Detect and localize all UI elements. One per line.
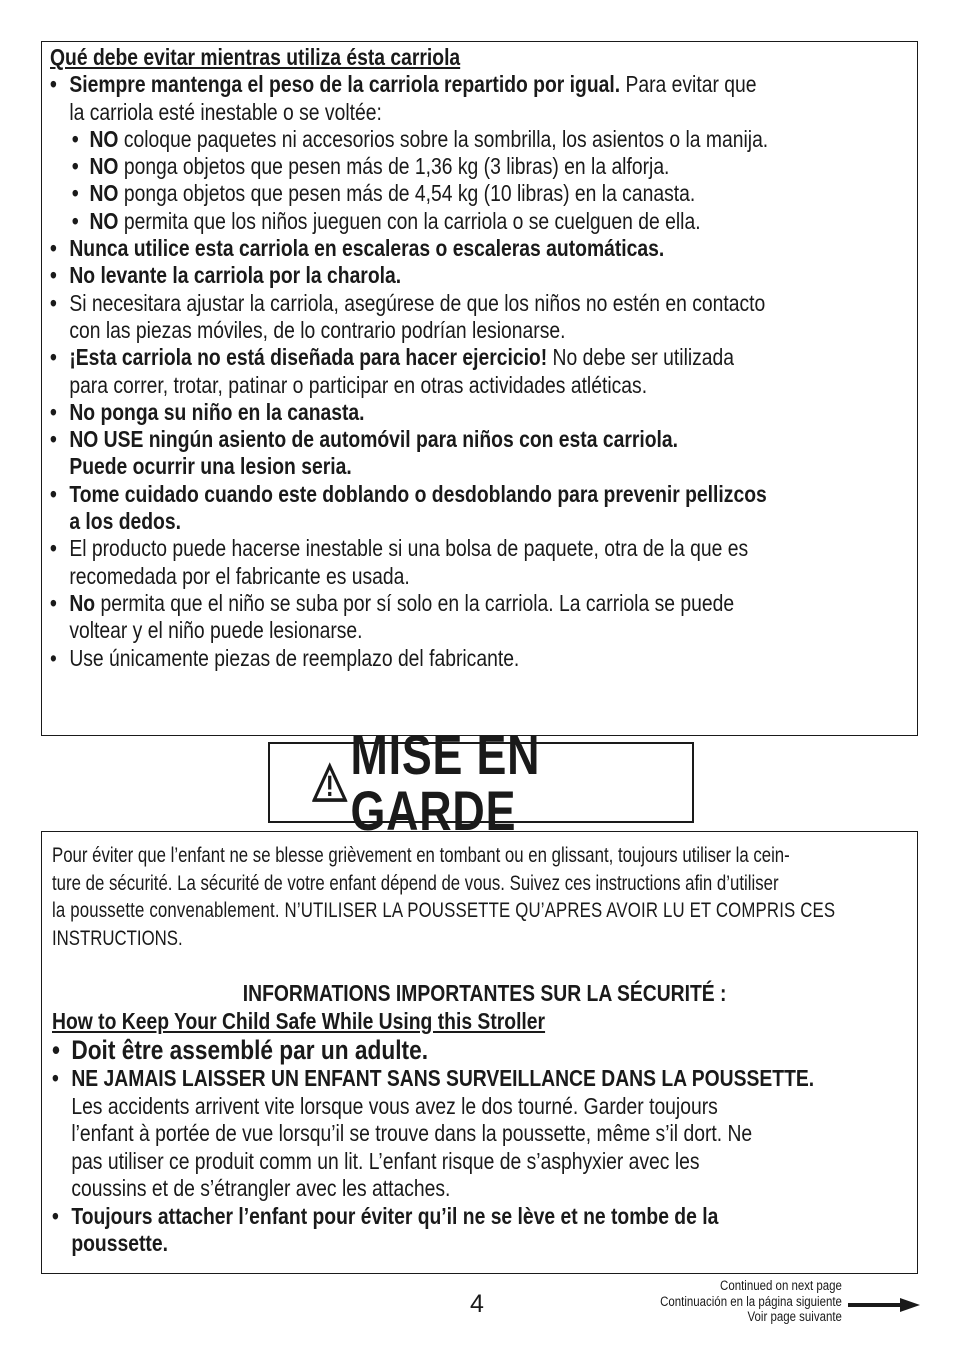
- sub-list-item: • NO coloque paquetes ni accesorios sobre la sombrilla, los asientos o la manija.: [71, 125, 769, 152]
- sub-list-item: • NO ponga objetos que pesen más de 1,36 kg (3 libras) en la alforja.: [71, 153, 670, 180]
- intro-line: Pour éviter que l’enfant ne se blesse grièvement en tombant ou en glissant, toujours utiliser la cein-: [52, 844, 790, 867]
- continued-fr: Voir page suivante: [747, 1309, 842, 1324]
- list-item-continuation: a los dedos.: [69, 508, 181, 535]
- list-item: • ¡Esta carriola no está diseñada para hacer ejercicio! No debe ser utilizada: [50, 344, 735, 371]
- page-number: 4: [470, 1290, 484, 1318]
- list-item-continuation: Puede ocurrir una lesion seria.: [69, 453, 352, 480]
- list-item: • Toujours attacher l’enfant pour éviter qu’il ne se lève et ne tombe de la: [52, 1202, 719, 1229]
- list-item: • Nunca utilice esta carriola en escaleras o escaleras automáticas.: [50, 235, 665, 262]
- list-item-continuation: Les accidents arrivent vite lorsque vous avez le dos tourné. Garder toujours: [71, 1092, 718, 1119]
- warning-triangle-icon: [312, 759, 347, 807]
- spanish-warnings-box: [41, 41, 918, 736]
- french-safety-content: [52, 980, 909, 1258]
- continued-es: Continuación en la página siguiente: [660, 1293, 842, 1309]
- list-item: • Doit être assemblé par un adulte.: [52, 1035, 429, 1065]
- safety-heading: INFORMATIONS IMPORTANTES SUR LA SÉCURITÉ :: [242, 980, 727, 1006]
- list-item-continuation: la carriola esté inestable o se voltée:: [69, 98, 382, 125]
- continued-note: [660, 1278, 842, 1325]
- sub-list-item: • NO ponga objetos que pesen más de 4,54 kg (10 libras) en la canasta.: [71, 180, 696, 207]
- continued-en: Continued on next page: [720, 1278, 842, 1293]
- list-item-continuation: coussins et de s’étrangler avec les attaches.: [71, 1175, 451, 1201]
- bullet: •: [50, 71, 57, 98]
- list-item-continuation: para correr, trotar, patinar o participar en otras actividades atléticas.: [69, 371, 648, 398]
- spanish-warnings-content: [50, 44, 907, 672]
- list-item: • Si necesitara ajustar la carriola, asegúrese de que los niños no estén en contacto: [50, 289, 766, 316]
- safety-subheading: How to Keep Your Child Safe While Using this Stroller: [52, 1007, 546, 1034]
- list-item: • No ponga su niño en la canasta.: [50, 398, 365, 425]
- list-item: • El producto puede hacerse inestable si una bolsa de paquete, otra de la que es: [50, 535, 749, 562]
- spanish-section-title: Qué debe evitar mientras utiliza ésta carriola: [50, 44, 461, 70]
- list-item-continuation: con las piezas móviles, de lo contrario podrían lesionarse.: [69, 316, 566, 343]
- list-item: • No permita que el niño se suba por sí solo en la carriola. La carriola se puede: [50, 589, 735, 616]
- list-item: • Use únicamente piezas de reemplazo del fabricante.: [50, 644, 520, 671]
- french-intro-paragraph: [52, 842, 908, 952]
- list-item-continuation: pas utiliser ce produit comm un lit. L’enfant risque de s’asphyxier avec les: [71, 1147, 700, 1174]
- list-item: • No levante la carriola por la charola.: [50, 262, 402, 289]
- list-item-continuation: l’enfant à portée de vue lorsqu’il se trouve dans la poussette, même s’il dort. Ne: [71, 1120, 753, 1146]
- list-item-continuation: recomedada por el fabricante es usada.: [69, 562, 410, 589]
- arrow-right-icon: [848, 1297, 920, 1313]
- intro-line: ture de sécurité. La sécurité de votre enfant dépend de vous. Suivez ces instructions afin d’utiliser: [52, 871, 779, 895]
- list-item: • NE JAMAIS LAISSER UN ENFANT SANS SURVEILLANCE DANS LA POUSSETTE.: [52, 1065, 815, 1091]
- list-item-continuation: voltear y el niño puede lesionarse.: [69, 617, 363, 644]
- list-item: • Tome cuidado cuando este doblando o desdoblando para prevenir pellizcos: [50, 480, 767, 507]
- intro-line: la poussette convenablement. N’UTILISER LA POUSSETTE QU’APRES AVOIR LU ET COMPRIS CES: [52, 899, 836, 922]
- warning-banner-content: [312, 722, 650, 842]
- list-item-continuation: poussette.: [71, 1230, 168, 1256]
- intro-line: INSTRUCTIONS.: [52, 926, 183, 950]
- list-item: • Siempre mantenga el peso de la carriola repartido por igual. Para evitar que: [50, 71, 757, 98]
- warning-banner: [268, 722, 694, 842]
- french-warnings-box: [41, 831, 918, 1274]
- warning-title: MISE EN GARDE: [350, 722, 541, 842]
- list-item: • NO USE ningún asiento de automóvil para niños con esta carriola.: [50, 426, 679, 453]
- sub-list-item: • NO permita que los niños jueguen con la carriola o se cuelguen de ella.: [71, 207, 701, 234]
